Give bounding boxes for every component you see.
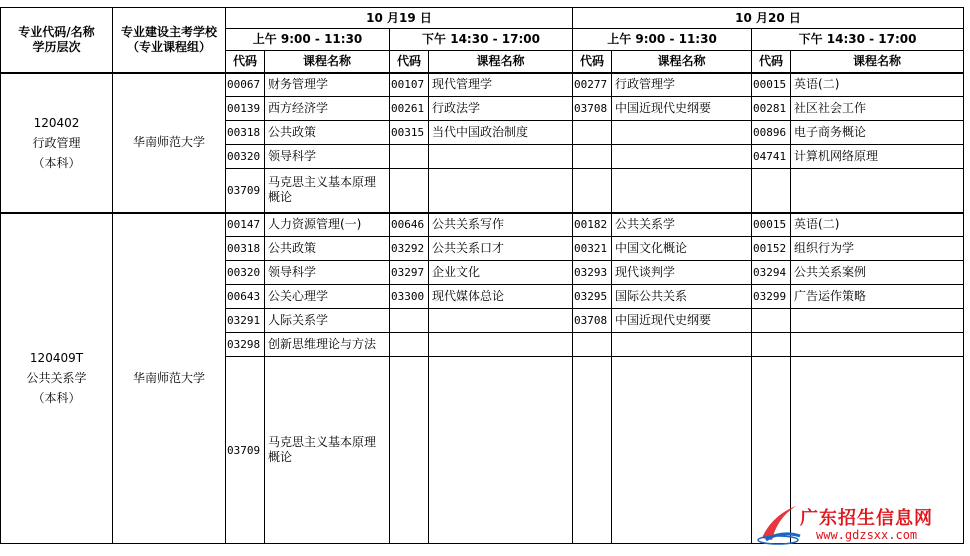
course-code: 03291 [226,309,265,333]
name-col-header: 课程名称 [265,51,390,73]
course-name [791,333,964,357]
course-code: 00318 [226,237,265,261]
course-code: 00277 [573,73,612,97]
major-level: （本科） [32,391,81,406]
course-name [612,145,752,169]
school-name: 华南师范大学 [113,213,226,544]
course-code: 03298 [226,333,265,357]
course-name: 公共政策 [265,237,390,261]
course-name: 人力资源管理(一) [265,213,390,237]
course-code [573,357,612,544]
name-col-header: 课程名称 [429,51,573,73]
course-name: 中国近现代史纲要 [612,309,752,333]
course-name: 电子商务概论 [791,121,964,145]
site-watermark [754,500,944,546]
day2-header: 10 月20 日 [573,8,964,29]
course-name [791,169,964,213]
course-name: 公共关系学 [612,213,752,237]
major-code: 120402 [33,115,80,130]
code-col-header: 代码 [390,51,429,73]
course-code: 04741 [752,145,791,169]
course-name [612,169,752,213]
course-name: 现代谈判学 [612,261,752,285]
school-header-line2: （专业课程组） [126,39,211,54]
code-col-header: 代码 [752,51,791,73]
course-name: 领导科学 [265,145,390,169]
course-code: 00896 [752,121,791,145]
major-name: 行政管理 [32,135,81,150]
course-name: 社区社会工作 [791,97,964,121]
course-name: 广告运作策略 [791,285,964,309]
course-code: 03300 [390,285,429,309]
course-name: 中国近现代史纲要 [612,97,752,121]
course-name [429,333,573,357]
school-header-line1: 专业建设主考学校 [120,24,217,39]
name-col-header: 课程名称 [612,51,752,73]
course-code: 00015 [752,213,791,237]
course-code: 00147 [226,213,265,237]
major-info-cell [1,213,113,544]
course-name: 公共关系口才 [429,237,573,261]
course-code: 00320 [226,145,265,169]
course-name: 国际公共关系 [612,285,752,309]
school-name: 华南师范大学 [113,73,226,213]
school-header-cell [113,8,226,73]
code-col-header: 代码 [573,51,612,73]
course-name: 英语(二) [791,73,964,97]
course-code: 03709 [226,169,265,213]
course-code [752,309,791,333]
course-name: 领导科学 [265,261,390,285]
course-code: 03292 [390,237,429,261]
course-code: 03709 [226,357,265,544]
course-code [573,121,612,145]
course-name [791,309,964,333]
course-name [429,169,573,213]
course-code: 00281 [752,97,791,121]
course-code: 00321 [573,237,612,261]
course-name: 现代媒体总论 [429,285,573,309]
course-name: 马克思主义基本原理概论 [265,357,390,544]
course-code [573,169,612,213]
code-col-header: 代码 [226,51,265,73]
major-info-cell [1,73,113,213]
course-name: 财务管理学 [265,73,390,97]
course-code [390,169,429,213]
course-code: 00643 [226,285,265,309]
day2-pm-header: 下午 14:30 - 17:00 [752,29,964,51]
course-name [429,145,573,169]
course-code: 00261 [390,97,429,121]
watermark-text: 广东招生信息网 [800,508,933,529]
course-code: 00152 [752,237,791,261]
course-code: 00139 [226,97,265,121]
course-code: 03294 [752,261,791,285]
course-name: 公关心理学 [265,285,390,309]
course-code [752,169,791,213]
site-logo-icon [754,500,804,546]
course-code: 03295 [573,285,612,309]
course-code [390,309,429,333]
course-name: 公共关系写作 [429,213,573,237]
course-code: 03297 [390,261,429,285]
course-name: 公共关系案例 [791,261,964,285]
day1-header: 10 月19 日 [226,8,573,29]
course-code: 00315 [390,121,429,145]
exam-schedule-table [0,7,964,544]
course-name: 公共政策 [265,121,390,145]
course-name [429,357,573,544]
course-name: 企业文化 [429,261,573,285]
course-code: 00182 [573,213,612,237]
name-col-header: 课程名称 [791,51,964,73]
course-name: 创新思维理论与方法 [265,333,390,357]
course-code [390,357,429,544]
course-code: 03708 [573,309,612,333]
course-code [573,333,612,357]
course-name [612,333,752,357]
course-code: 00107 [390,73,429,97]
level-header: 学历层次 [32,39,81,54]
major-code-name-header: 专业代码/名称 [18,24,95,39]
course-name: 计算机网络原理 [791,145,964,169]
course-code [752,333,791,357]
course-name [612,121,752,145]
course-code [390,333,429,357]
course-name [429,309,573,333]
course-name: 马克思主义基本原理概论 [265,169,390,213]
course-code: 03293 [573,261,612,285]
major-code: 120409T [29,351,84,366]
course-name: 行政管理学 [612,73,752,97]
course-code: 03299 [752,285,791,309]
course-code [573,145,612,169]
course-name: 西方经济学 [265,97,390,121]
course-code: 00067 [226,73,265,97]
major-level: （本科） [32,155,81,170]
course-name: 组织行为学 [791,237,964,261]
day1-am-header: 上午 9:00 - 11:30 [226,29,390,51]
course-name: 英语(二) [791,213,964,237]
major-name: 公共关系学 [26,371,87,386]
day1-pm-header: 下午 14:30 - 17:00 [390,29,573,51]
course-name [612,357,752,544]
day2-am-header: 上午 9:00 - 11:30 [573,29,752,51]
course-code [390,145,429,169]
course-code: 00318 [226,121,265,145]
watermark-url: www.gdzsxx.com [816,528,918,542]
course-code: 00646 [390,213,429,237]
course-name: 现代管理学 [429,73,573,97]
course-code: 00320 [226,261,265,285]
course-name: 当代中国政治制度 [429,121,573,145]
course-name: 中国文化概论 [612,237,752,261]
course-code: 03708 [573,97,612,121]
course-code: 00015 [752,73,791,97]
course-name: 行政法学 [429,97,573,121]
course-name: 人际关系学 [265,309,390,333]
major-header-cell [1,8,113,73]
